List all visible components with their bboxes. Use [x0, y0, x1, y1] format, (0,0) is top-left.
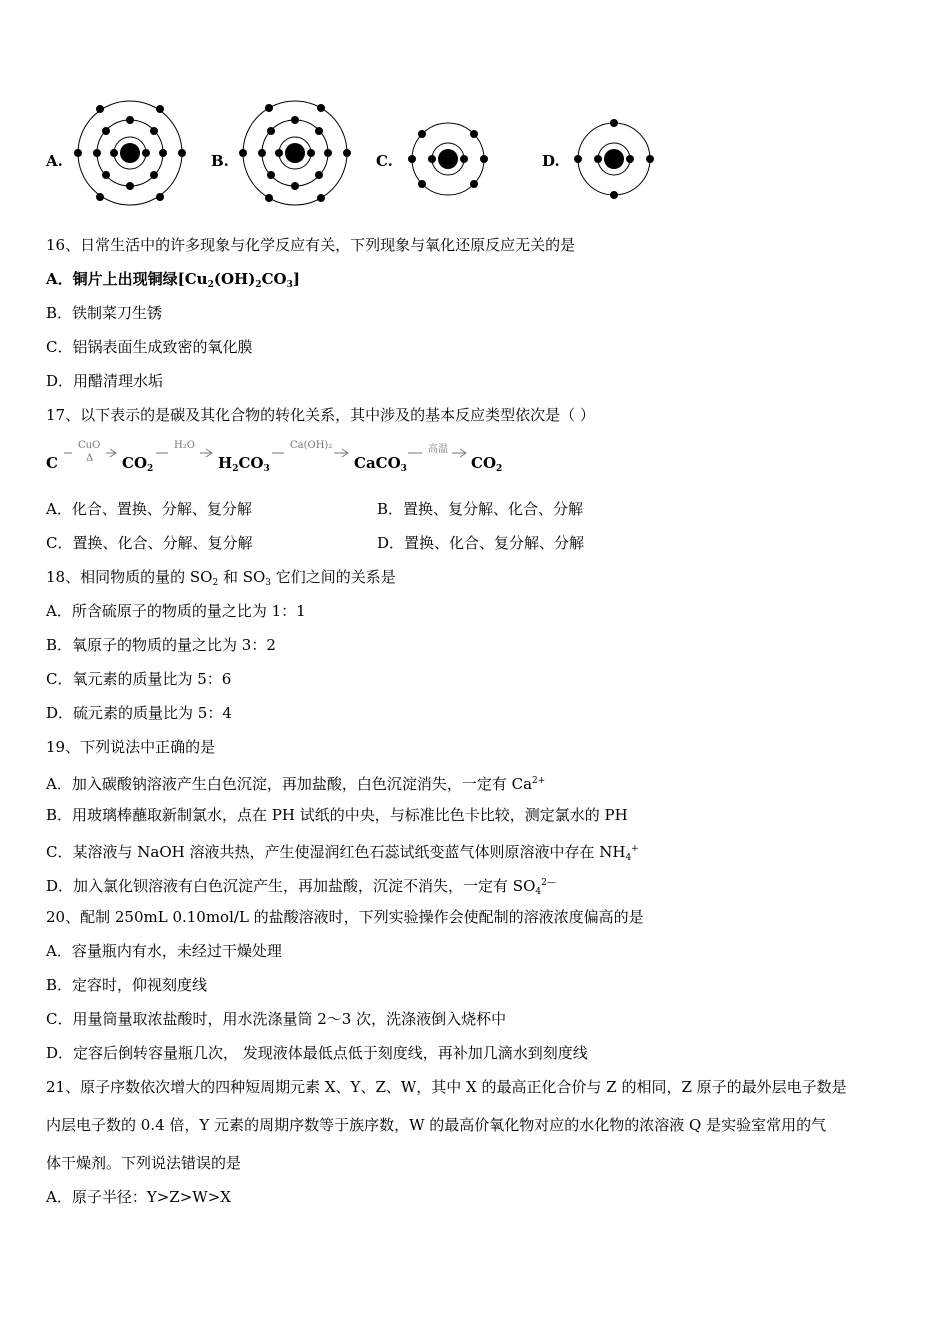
atom-diagram-b: [237, 95, 353, 211]
q19-option-a: A．加入碳酸钠溶液产生白色沉淀，再加盐酸，白色沉淀消失，一定有 $Ca^{2+}$: [46, 775, 546, 793]
option-b-label: B.: [211, 152, 229, 170]
q17-option-d: D．置换、化合、复分解、分解: [377, 534, 585, 552]
q19-option-b: B．用玻璃棒蘸取新制氯水，点在 PH 试纸的中央，与标准比色卡比较，测定氯水的 PH: [46, 806, 628, 824]
option-c-label: C.: [376, 152, 393, 170]
q20-option-b: B．定容时，仰视刻度线: [46, 976, 208, 994]
q16-option-b: B．铁制菜刀生锈: [46, 304, 163, 322]
atom-diagram-a: [72, 95, 188, 211]
chain-co2-final: $CO_2$: [471, 454, 503, 474]
q16-stem: 16、日常生活中的许多现象与化学反应有关，下列现象与氧化还原反应无关的是: [46, 236, 576, 254]
q20-stem: 20、配制 250mL 0.10mol/L 的盐酸溶液时，下列实验操作会使配制的溶液浓度偏高的是: [46, 908, 644, 926]
q20-option-c: C．用量筒量取浓盐酸时，用水洗涤量筒 2～3 次，洗涤液倒入烧杯中: [46, 1010, 507, 1028]
option-d-label: D.: [542, 152, 560, 170]
q21-option-a: A．原子半径：Y>Z>W>X: [46, 1188, 231, 1206]
q16-option-d: D．用醋清理水垢: [46, 372, 164, 390]
q21-stem-line-1: 21、原子序数依次增大的四种短周期元素 X、Y、Z、W，其中 X 的最高正化合价与 Z 的相同，Z 原子的最外层电子数是: [46, 1078, 847, 1096]
q18-option-c: C．氧元素的质量比为 5：6: [46, 670, 232, 688]
q16-a-text: 铜片上出现铜绿$[Cu_2(OH)_2CO_3]$: [72, 270, 300, 290]
q17-option-c: C．置换、化合、分解、复分解: [46, 534, 253, 552]
q19-stem: 19、下列说法中正确的是: [46, 738, 216, 756]
q20-option-a: A．容量瓶内有水，未经过干燥处理: [46, 942, 282, 960]
q18-option-a: A．所含硫原子的物质的量之比为 1：1: [46, 602, 306, 620]
atom-diagram-d: [570, 115, 658, 203]
q17-option-b: B．置换、复分解、化合、分解: [377, 500, 584, 518]
q17-stem: 17、以下表示的是碳及其化合物的转化关系，其中涉及的基本反应类型依次是（ ）: [46, 406, 595, 424]
q16-option-a: [46, 269, 300, 295]
q19-option-c: C．某溶液与 NaOH 溶液共热，产生使湿润红色石蕊试纸变蓝气体则原溶液中存在 $NH_4^+$: [46, 843, 639, 863]
option-a-label: A.: [46, 152, 63, 170]
q19-option-d: D．加入氯化钡溶液有白色沉淀产生，再加盐酸，沉淀不消失，一定有 $SO_4^{2—}$: [46, 877, 556, 897]
chain-co2: $CO_2$: [122, 454, 154, 474]
q18-option-d: D．硫元素的质量比为 5：4: [46, 704, 232, 722]
q17-option-a: A．化合、置换、分解、复分解: [46, 500, 252, 518]
q16-option-c: C．铝锅表面生成致密的氧化膜: [46, 338, 253, 356]
q21-stem-line-3: 体干燥剂。下列说法错误的是: [46, 1154, 242, 1172]
q18-option-b: B．氧原子的物质的量之比为 3：2: [46, 636, 276, 654]
atom-diagram-c: [404, 115, 492, 203]
atom-diagram-row: [0, 95, 950, 215]
chain-h2co3: $H_2CO_3$: [218, 454, 270, 474]
chain-c: C: [46, 454, 58, 472]
q16-a-label: A．: [46, 270, 73, 288]
q17-conversion-chain: C CuO Δ $CO_2$ H₂O $H_2CO_3$ Ca(OH)₂ CaCO$_3$ 高温 $CO_2$: [46, 440, 503, 474]
q18-stem: 18、相同物质的量的 $SO_2$ 和 $SO_3$ 它们之间的关系是: [46, 568, 396, 588]
chain-caco3: CaCO$_3$: [354, 454, 407, 474]
q21-stem-line-2: 内层电子数的 0.4 倍，Y 元素的周期序数等于族序数，W 的最高价氧化物对应的水化物的浓溶液 Q 是实验室常用的气: [46, 1116, 827, 1134]
q20-option-d: D．定容后倒转容量瓶几次， 发现液体最低点低于刻度线，再补加几滴水到刻度线: [46, 1044, 588, 1062]
